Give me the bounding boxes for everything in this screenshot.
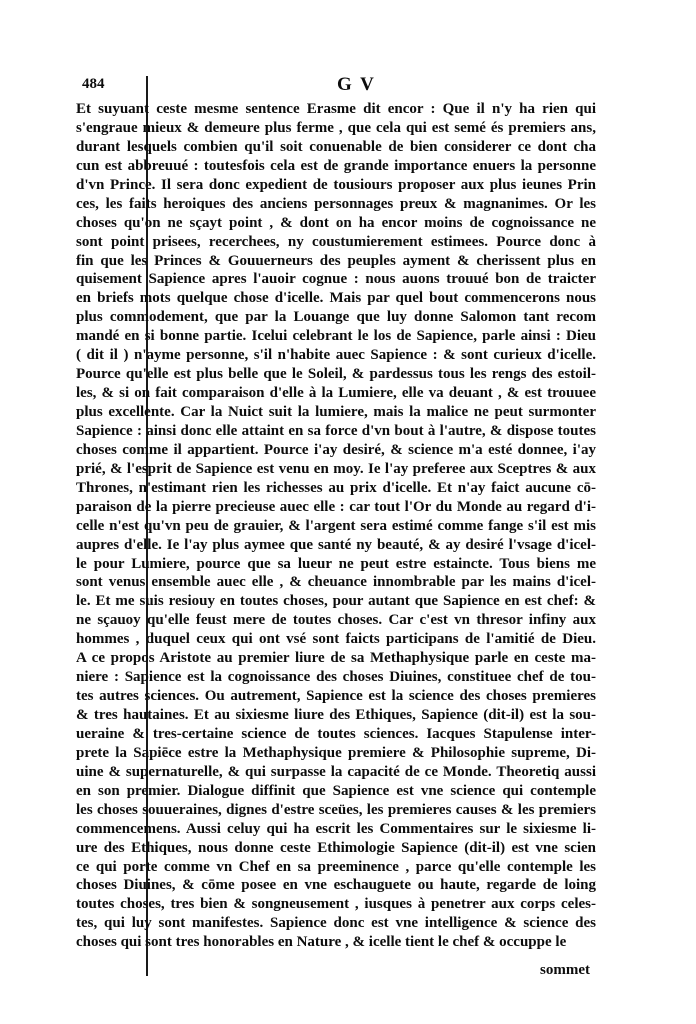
text-line: A ce propos Aristote au premier liure de sa Methaphysique parle en ceste ma- xyxy=(76,650,596,667)
text-line: s'engraue mieux & demeure plus ferme , que cela qui est semé és premiers ans, xyxy=(76,119,596,136)
text-line: plus excellente. Car la Nuict suit la lumiere, mais la malice ne peut surmonter xyxy=(76,404,596,420)
text-line: ces, les faits heroiques des anciens personnages preux & magnanimes. Or les xyxy=(76,195,596,212)
running-head: G V xyxy=(337,74,376,95)
text-line: les choses souueraines, dignes d'estre sceües, les premieres causes & les premiers xyxy=(76,801,596,818)
text-line: commencemens. Aussi celuy qui ha escrit les Commentaires sur le sixiesme li- xyxy=(76,820,596,837)
text-line: fin que les Princes & Gouuerneurs des peuples ayment & cherissent plus en xyxy=(76,252,596,269)
text-line: d'vn Prince. Il sera donc expedient de tousiours proposer aux plus ieunes Prin xyxy=(76,176,596,193)
text-line: uine & supernaturelle, & qui surpasse la capacité de ce Monde. Theoretiq aussi xyxy=(76,763,596,780)
text-line: durant lesquels combien qu'il soit conuenable de bien considerer ce dont cha xyxy=(76,138,596,155)
text-line: Thrones, n'estimant rien les richesses au prix d'icelle. Et n'ay faict aucune cō- xyxy=(76,479,596,496)
text-line: Sapience : ainsi donc elle attaint en sa force d'vn bout à l'autre, & dispose toutes xyxy=(76,422,596,439)
text-line: sont point prisees, recerchees, ny coustumierement estimees. Pource donc à xyxy=(76,233,596,250)
text-line: en briefs mots quelque chose d'icelle. Mais par quel bout commencerons nous xyxy=(76,290,596,307)
text-line: Et suyuant ceste mesme sentence Erasme dit encor : Que il n'y ha rien qui xyxy=(76,101,596,117)
text-line: plus commodement, que par la Louange que luy donne Salomon tant recom xyxy=(76,309,596,326)
text-line: les, & si on fait comparaison d'elle à la Lumiere, elle va deuant , & est trouuee xyxy=(76,385,596,402)
catchword: sommet xyxy=(540,962,590,978)
page-header xyxy=(82,76,602,98)
text-line: choses Diuines, & cōme posee en vne eschauguete ou haute, regarde de loing xyxy=(76,877,596,894)
text-line: prié, & l'esprit de Sapience est venu en moy. Ie l'ay preferee aux Sceptres & aux xyxy=(76,460,596,477)
text-line: paraison de la pierre precieuse auec elle : car tout l'Or du Monde au regard d'i- xyxy=(76,498,596,515)
text-line: en son premier. Dialogue diffinit que Sapience est vne science qui contemple xyxy=(76,782,596,799)
text-line: cun est abbreuué : toutesfois cela est de grande importance enuers la personne xyxy=(76,157,596,174)
text-line: & tres hautaines. Et au sixiesme liure des Ethiques, Sapience (dit-il) est la sou- xyxy=(76,707,596,723)
text-line: tes autres sciences. Ou autrement, Sapience est la science des choses premieres xyxy=(76,688,596,705)
text-line: niere : Sapience est la cognoissance des choses Diuines, constituee chef de tou- xyxy=(76,669,596,686)
text-line: toutes choses, tres bien & songneusement , iusques à penetrer aux corps celes- xyxy=(76,896,596,913)
text-line: choses comme il appartient. Pource i'ay desiré, & science m'a esté donnee, i'ay xyxy=(76,441,596,458)
text-line: ( dit il ) n'ayme personne, s'il n'habite auec Sapience : & sont curieux d'icelle. xyxy=(76,347,596,364)
text-line: sont venus ensemble auec elle , & cheuance innombrable par les mains d'icel- xyxy=(76,574,596,591)
text-line: tes, qui luy sont manifestes. Sapience donc est vne intelligence & science des xyxy=(76,915,596,932)
text-line: choses qu'on ne sçayt point , & dont on ha encor moins de cognoissance ne xyxy=(76,214,596,231)
body-text xyxy=(76,100,596,952)
text-line: ne sçauoy qu'elle feust mere de toutes choses. Car c'est vn thresor infiny aux xyxy=(76,612,596,629)
page-number: 484 xyxy=(82,76,105,92)
text-line: mandé en si bonne partie. Icelui celebrant le los de Sapience, parle ainsi : Dieu xyxy=(76,328,596,345)
text-line: quisement Sapience apres l'auoir cognue : nous auons trouué bon de traicter xyxy=(76,271,596,288)
text-line: le. Et me suis resiouy en toutes choses, pour autant que Sapience en est chef: & xyxy=(76,593,596,610)
text-line: hommes , duquel ceux qui ont vsé sont faicts participans de l'amitié de Dieu. xyxy=(76,631,596,648)
text-line: celle n'est qu'vn peu de grauier, & l'argent sera estimé comme fange s'il est mis xyxy=(76,517,596,534)
text-line: ure des Ethiques, nous donne ceste Ethimologie Sapience (dit-il) est vne scien xyxy=(76,839,596,856)
text-line: le pour Lumiere, pource que sa lueur ne peut estre estaincte. Tous biens me xyxy=(76,555,596,572)
text-line: ce qui porte comme vn Chef en sa preeminence , parce qu'elle contemple les xyxy=(76,858,596,875)
text-line: prete la Sapiēce estre la Methaphysique premiere & Philosophie supreme, Di- xyxy=(76,744,596,761)
text-line: Pource qu'elle est plus belle que le Soleil, & pardessus tous les rengs des estoil- xyxy=(76,366,596,383)
text-line: choses qui sont tres honorables en Nature , & icelle tient le chef & occuppe le xyxy=(76,934,567,951)
text-line: ueraine & tres-certaine science de toutes sciences. Iacques Stapulense inter- xyxy=(76,725,596,742)
text-line: aupres d'elle. Ie l'ay plus aymee que santé ny beauté, & ay desiré l'vsage d'icel- xyxy=(76,536,596,553)
